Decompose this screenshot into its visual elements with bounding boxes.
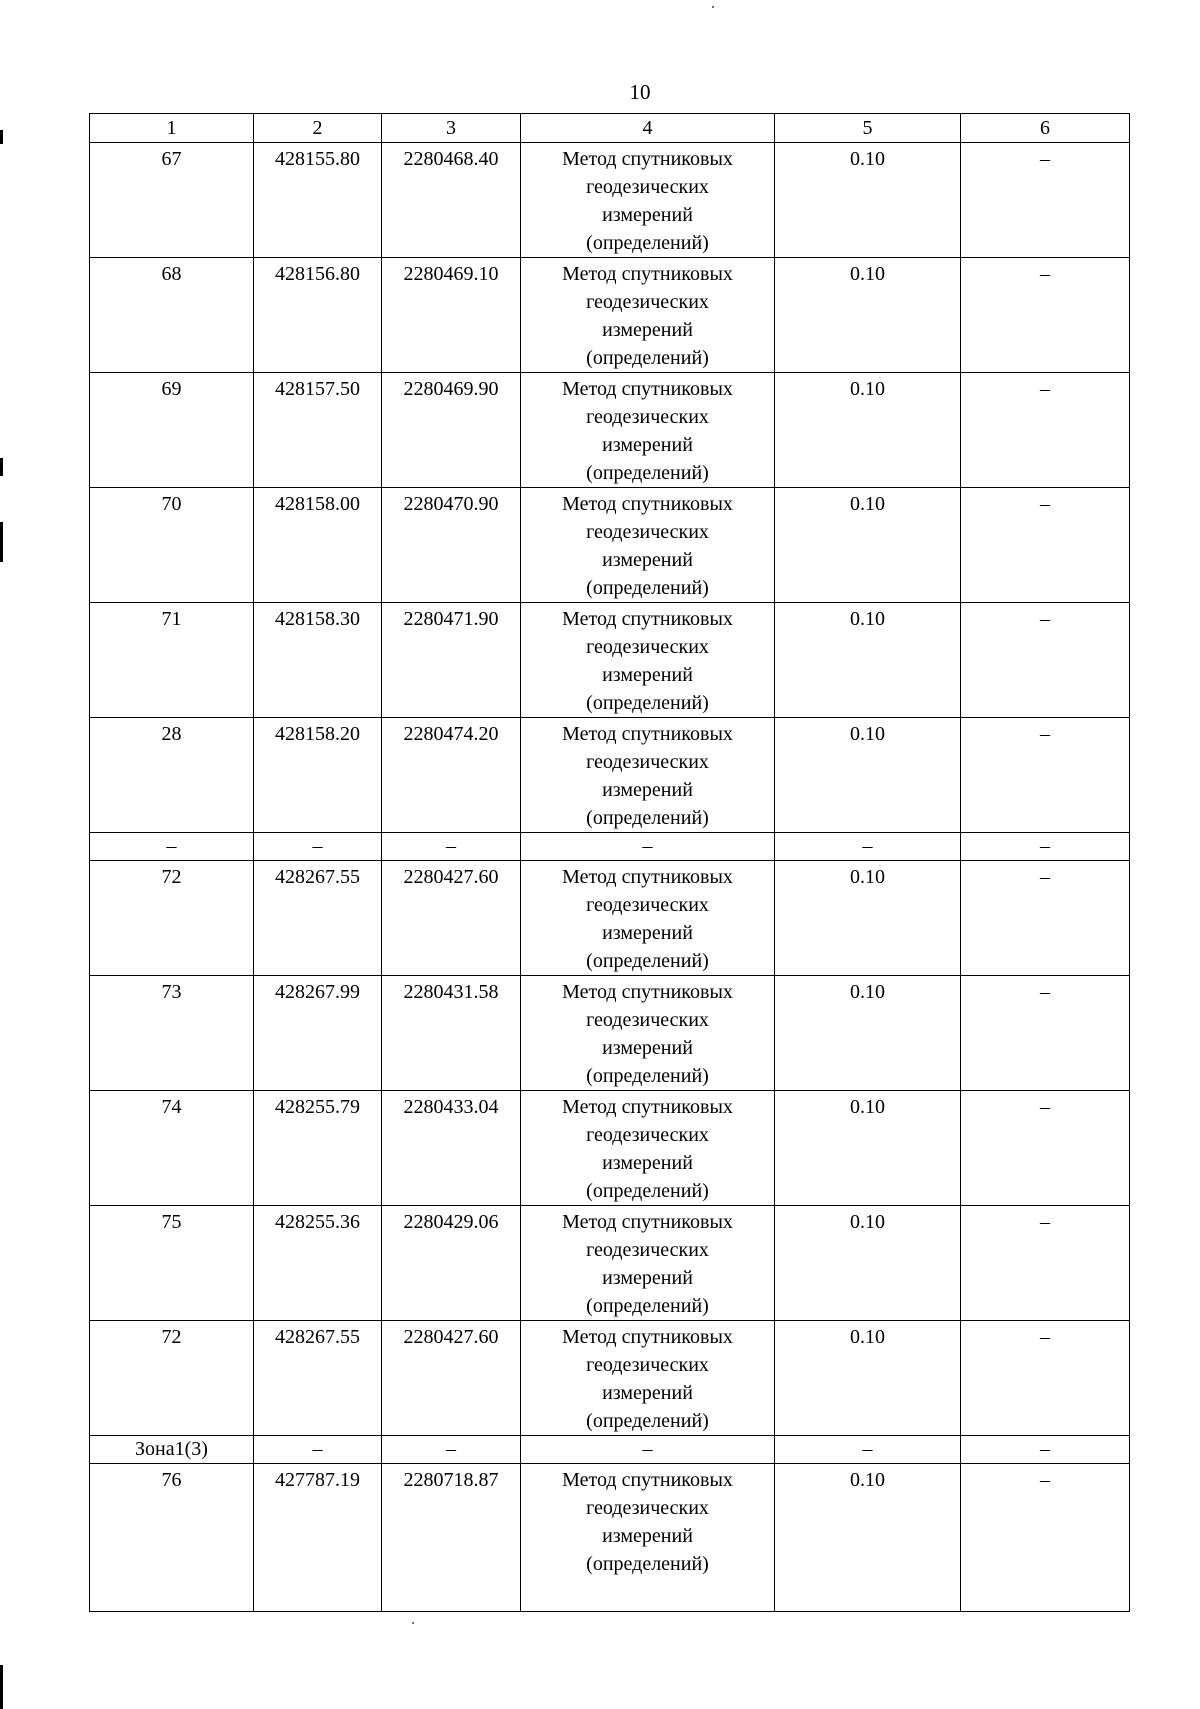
description-cell: –	[961, 1091, 1130, 1206]
coordinates-table	[89, 113, 1130, 1612]
header-cell-5: 5	[775, 114, 961, 143]
method-cell: Метод спутниковых геодезических измерений (определений)	[521, 603, 775, 718]
accuracy-cell: –	[775, 1436, 961, 1464]
point-number-cell: 28	[90, 718, 254, 833]
accuracy-cell: 0.10	[775, 1206, 961, 1321]
table-row	[90, 861, 1130, 976]
point-number-cell: 67	[90, 143, 254, 258]
point-number-cell: 73	[90, 976, 254, 1091]
method-cell: Метод спутниковых геодезических измерений (определений)	[521, 861, 775, 976]
point-number-cell: 72	[90, 1321, 254, 1436]
accuracy-cell: 0.10	[775, 976, 961, 1091]
page-number: 10	[629, 80, 651, 104]
method-cell: –	[521, 1436, 775, 1464]
scan-margin-mark	[0, 130, 3, 144]
accuracy-cell: –	[775, 833, 961, 861]
x-coordinate-cell: –	[254, 833, 382, 861]
accuracy-cell: 0.10	[775, 1091, 961, 1206]
scan-margin-mark	[0, 1665, 3, 1709]
x-coordinate-cell: –	[254, 1436, 382, 1464]
table-row	[90, 1464, 1130, 1612]
description-cell: –	[961, 1321, 1130, 1436]
method-cell: Метод спутниковых геодезических измерений (определений)	[521, 488, 775, 603]
table-row	[90, 488, 1130, 603]
description-cell: –	[961, 1436, 1130, 1464]
x-coordinate-cell: 428267.99	[254, 976, 382, 1091]
y-coordinate-cell: 2280470.90	[382, 488, 521, 603]
point-number-cell: 71	[90, 603, 254, 718]
x-coordinate-cell: 428267.55	[254, 1321, 382, 1436]
accuracy-cell: 0.10	[775, 488, 961, 603]
x-coordinate-cell: 427787.19	[254, 1464, 382, 1612]
method-cell: Метод спутниковых геодезических измерений (определений)	[521, 1091, 775, 1206]
description-cell: –	[961, 373, 1130, 488]
method-cell: Метод спутниковых геодезических измерений (определений)	[521, 373, 775, 488]
table-row	[90, 718, 1130, 833]
header-cell-2: 2	[254, 114, 382, 143]
accuracy-cell: 0.10	[775, 143, 961, 258]
description-cell: –	[961, 143, 1130, 258]
description-cell: –	[961, 1206, 1130, 1321]
header-cell-3: 3	[382, 114, 521, 143]
point-number-cell: 72	[90, 861, 254, 976]
header-cell-4: 4	[521, 114, 775, 143]
point-number-cell: –	[90, 833, 254, 861]
x-coordinate-cell: 428158.20	[254, 718, 382, 833]
table-row	[90, 373, 1130, 488]
point-number-cell: 76	[90, 1464, 254, 1612]
y-coordinate-cell: 2280433.04	[382, 1091, 521, 1206]
header-cell-6: 6	[961, 114, 1130, 143]
description-cell: –	[961, 1464, 1130, 1612]
description-cell: –	[961, 603, 1130, 718]
method-cell: Метод спутниковых геодезических измерений (определений)	[521, 718, 775, 833]
method-cell: Метод спутниковых геодезических измерений (определений)	[521, 258, 775, 373]
method-cell: –	[521, 833, 775, 861]
description-cell: –	[961, 833, 1130, 861]
scan-margin-mark	[0, 458, 3, 476]
x-coordinate-cell: 428255.79	[254, 1091, 382, 1206]
method-cell: Метод спутниковых геодезических измерений (определений)	[521, 976, 775, 1091]
table-row	[90, 258, 1130, 373]
table-row	[90, 143, 1130, 258]
y-coordinate-cell: 2280474.20	[382, 718, 521, 833]
table-body	[90, 114, 1130, 1612]
accuracy-cell: 0.10	[775, 861, 961, 976]
table-row	[90, 1091, 1130, 1206]
point-number-cell: 68	[90, 258, 254, 373]
y-coordinate-cell: 2280427.60	[382, 861, 521, 976]
y-coordinate-cell: –	[382, 1436, 521, 1464]
description-cell: –	[961, 258, 1130, 373]
y-coordinate-cell: 2280469.90	[382, 373, 521, 488]
x-coordinate-cell: 428158.30	[254, 603, 382, 718]
y-coordinate-cell: 2280469.10	[382, 258, 521, 373]
method-cell: Метод спутниковых геодезических измерений (определений)	[521, 143, 775, 258]
point-number-cell: Зона1(3)	[90, 1436, 254, 1464]
table-row	[90, 603, 1130, 718]
point-number-cell: 74	[90, 1091, 254, 1206]
separator-row	[90, 1436, 1130, 1464]
x-coordinate-cell: 428255.36	[254, 1206, 382, 1321]
point-number-cell: 69	[90, 373, 254, 488]
table-row	[90, 976, 1130, 1091]
accuracy-cell: 0.10	[775, 1321, 961, 1436]
point-number-cell: 75	[90, 1206, 254, 1321]
y-coordinate-cell: 2280429.06	[382, 1206, 521, 1321]
y-coordinate-cell: 2280427.60	[382, 1321, 521, 1436]
table-row	[90, 1206, 1130, 1321]
table-row	[90, 1321, 1130, 1436]
y-coordinate-cell: 2280718.87	[382, 1464, 521, 1612]
y-coordinate-cell: –	[382, 833, 521, 861]
accuracy-cell: 0.10	[775, 373, 961, 488]
x-coordinate-cell: 428156.80	[254, 258, 382, 373]
accuracy-cell: 0.10	[775, 718, 961, 833]
scan-margin-mark	[0, 522, 3, 562]
description-cell: –	[961, 976, 1130, 1091]
point-number-cell: 70	[90, 488, 254, 603]
method-cell: Метод спутниковых геодезических измерений (определений)	[521, 1321, 775, 1436]
header-cell-1: 1	[90, 114, 254, 143]
separator-row	[90, 833, 1130, 861]
y-coordinate-cell: 2280471.90	[382, 603, 521, 718]
y-coordinate-cell: 2280431.58	[382, 976, 521, 1091]
method-cell: Метод спутниковых геодезических измерений (определений)	[521, 1206, 775, 1321]
accuracy-cell: 0.10	[775, 1464, 961, 1612]
method-cell: Метод спутниковых геодезических измерений (определений)	[521, 1464, 775, 1612]
accuracy-cell: 0.10	[775, 603, 961, 718]
scan-speck	[712, 6, 714, 8]
x-coordinate-cell: 428158.00	[254, 488, 382, 603]
x-coordinate-cell: 428155.80	[254, 143, 382, 258]
description-cell: –	[961, 861, 1130, 976]
y-coordinate-cell: 2280468.40	[382, 143, 521, 258]
scan-speck	[412, 1622, 414, 1624]
description-cell: –	[961, 488, 1130, 603]
accuracy-cell: 0.10	[775, 258, 961, 373]
header-row	[90, 114, 1130, 143]
x-coordinate-cell: 428157.50	[254, 373, 382, 488]
description-cell: –	[961, 718, 1130, 833]
x-coordinate-cell: 428267.55	[254, 861, 382, 976]
